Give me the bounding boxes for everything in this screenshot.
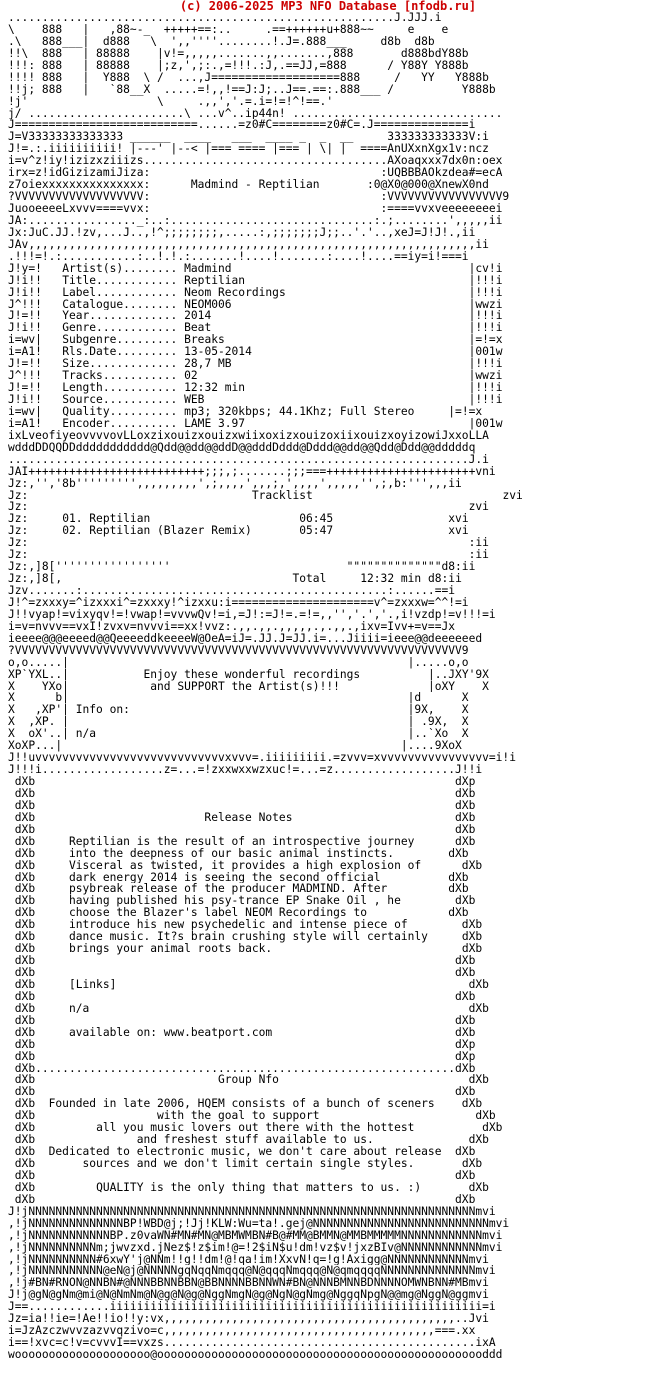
ascii-art-line: J!!vyap!=vixyqv!=!vwap!=vvvwQv!=i,=J!:=J!=.=!=,,'','.','.,i!vzdp!=v!!!=i — [8, 608, 496, 621]
notes-line: dXb dark energy 2014 is seeing the second official dXb — [8, 871, 469, 884]
ascii-art-line: J!!uvvvvvvvvvvvvvvvvvvvvvvvvvvvvxvvv=.iiiiiiiii.=zvvv=xvvvvvvvvvvvvvvvv=i!i — [8, 752, 516, 765]
encoder-label: Encoder.......... — [62, 417, 178, 430]
info-row: i=A1! Encoder.......... LAME 3.97 |001w — [8, 417, 503, 430]
info-row: i=wv| Quality.......... mp3; 320kbps; 44.1Khz; Full Stereo |=!=x — [8, 405, 483, 418]
notes-text: dance music. It?s brain crushing style will certainly — [68, 931, 428, 944]
group-text: Founded in late 2006, HQEM consists of a bunch of sceners — [48, 1098, 435, 1111]
info-row: i=A1! Rls.Date......... 13-05-2014 |001w — [8, 346, 503, 359]
notes-line: dXb choose the Blazer's label NEOM Recordings to dXb — [8, 907, 469, 920]
info-row: i=wv| Subgenre......... Breaks |=!=x — [8, 334, 503, 347]
notes-line: dXb having published his psy-trance EP Snake Oil , he dXb — [8, 895, 476, 908]
ascii-art-line: dXb dXp — [8, 1038, 476, 1051]
group-nfo-heading: Group Nfo — [217, 1074, 279, 1087]
ascii-art-line: ....................................................................J.i — [8, 453, 489, 466]
ascii-art-line: !!!! 888 | Y888 \ / ...,J===================888 / YY Y888b — [8, 71, 489, 84]
group-text: with the goal to support — [157, 1110, 320, 1123]
ascii-art-line: dXb dXb — [8, 967, 476, 979]
group-text: Dedicated to electronic music, we don't care about release — [48, 1146, 442, 1158]
ascii-art-line: dXb dXb — [8, 799, 476, 812]
total-row: Jz:,]8[, Total 12:32 min d8:ii — [8, 573, 462, 585]
info-on-label: Info on: — [75, 704, 130, 717]
notes-text: into the deepness of our basic animal instincts. — [68, 847, 395, 860]
info-row: J!y=! Artist(s)........ Madmind |cv!i — [8, 262, 503, 275]
ascii-art-line: .\ 888___| d888 \ ',,''''........!.J=.888___ d8b d8b — [8, 35, 435, 48]
support-line: XP`YXL..| Enjoy these wonderful recordings |..JXY'9X — [8, 668, 489, 681]
title-label: Title............ — [62, 274, 178, 287]
nfo-document — [8, 12, 523, 1361]
ascii-art-line: dXb dXb — [8, 990, 476, 1003]
ascii-art-line: Jzv.......:.............................................:......==i — [8, 585, 456, 597]
ascii-art-line: X ,XP. | | .9X, X — [8, 716, 469, 729]
size-value: 28,7 MB — [184, 358, 232, 371]
ascii-art-line: XoXP...| |....9XoX — [8, 740, 462, 753]
ascii-art-line: J!jNNNNNNNNNNNNNNNNNNNNNNNNNNNNNNNNNNNNNNNNNNNNNNNNNNNNNNNNNNNNNNNNNNmvi — [8, 1205, 496, 1218]
ascii-art-line: JuooeeeeLxvvv====vvx: :====vvxveeeeeeeei — [8, 203, 503, 215]
year-label: Year............. — [62, 310, 178, 323]
notes-text: Visceral as twisted, it provides a high explosion of — [68, 859, 422, 872]
info-row: J!i!! Source........... WEB |!!!i — [8, 394, 503, 406]
label-label: Label............ — [62, 286, 178, 299]
info-on-value-row: X oX'..| n/a |..`Xo X — [8, 728, 469, 741]
info-row: J!=!! Year............. 2014 |!!!i — [8, 310, 503, 323]
tracks-value: 02 — [184, 370, 198, 383]
group-line: dXb Founded in late 2006, HQEM consists of a bunch of sceners dXb — [8, 1098, 483, 1111]
group-line: dXb with the goal to support dXb — [8, 1110, 496, 1123]
release-title: Madmind - Reptilian — [190, 179, 320, 192]
info-row: J^!!! Catalogue........ NEOM006 |wwzi — [8, 298, 503, 311]
track-02: 02. Reptilian (Blazer Remix) 05:47 — [62, 525, 334, 538]
notes-line: dXb psybreak release of the producer MADMIND. After dXb — [8, 883, 469, 896]
ascii-art-line: ?VVVVVVVVVVVVVVVVVVV: :VVVVVVVVVVVVVVVVV9 — [8, 191, 510, 203]
catalogue-value: NEOM006 — [184, 298, 232, 311]
ascii-art-line: .........................................................J.JJJ.i — [8, 12, 442, 24]
label-value: Neom Recordings — [184, 286, 286, 299]
ascii-art-line: ieeee@@@eeeed@@QeeeeddkeeeeW@OeA=iJ=.JJ.J=JJ.i=...Jiiii=ieee@@deeeeeed — [8, 632, 483, 645]
links-value: n/a — [68, 1002, 90, 1015]
ascii-art-line: dXb dXb — [8, 1169, 476, 1182]
info-row: J^!!! Tracks........... 02 |wwzi — [8, 370, 503, 383]
group-line: dXb and freshest stuff available to us. dXb — [8, 1134, 489, 1147]
ascii-art-line: ,!jNNNNNNNNNNN@eN@j@NNNNNgqNqqNmqqq@N@qqqNmqqq@N@qmqqqqNNNNNNNNNNNNNNmvi — [8, 1265, 496, 1278]
ascii-art-line: !j' \ .,,','.=.i=!=!^!==.' — [8, 95, 334, 108]
ascii-art-line: !!!: 888 | 88888 |;z,',;:.,=!!!.:J,.==JJ,=888 / Y88Y Y888b — [8, 59, 469, 72]
source-value: WEB — [184, 394, 205, 406]
notes-line: dXb brings your animal roots back. dXb — [8, 943, 483, 956]
ascii-art-line: dXb..............................................................dXb — [8, 1062, 476, 1075]
notes-text: choose the Blazer's label NEOM Recordings to — [68, 907, 367, 920]
ascii-art-line: i=v^z!iy!izizxziiizs....................................AXoaqxxx7dx0n:oex — [8, 155, 503, 168]
links-row: dXb [Links] dXb — [8, 978, 489, 991]
tracks-label: Tracks........... — [62, 370, 178, 383]
total-time: 12:32 min — [360, 573, 422, 585]
ascii-art-line: J!!!i..................z=...=!zxxwxxwzxuc!=...=z..................J!!i — [8, 764, 483, 776]
tracklist-heading: Tracklist — [251, 489, 313, 502]
info-row: J!i!! Genre............ Beat |!!!i — [8, 322, 503, 335]
ascii-art-line: \ 888 | ,88~-_ +++++==:.. .==++++++u+888~~ e e — [8, 23, 449, 36]
encoder-value: LAME 3.97 — [184, 417, 246, 430]
ascii-art-line: J!=.:.iiiiiiiiii! |---' |--< |=== ==== |=== | \| | ====AnUXxnXgx1v:ncz — [8, 143, 489, 156]
ascii-art-line: dXb dXb — [8, 823, 476, 836]
track-row: Jz: 01. Reptilian 06:45 xvi — [8, 513, 469, 526]
support-line: X YXo| and SUPPORT the Artist(s)!!! |oXY X — [8, 680, 489, 693]
rls-date-value: 13-05-2014 — [184, 346, 252, 359]
notes-heading-line: dXb Release Notes dXb — [8, 811, 476, 824]
group-line: dXb Dedicated to electronic music, we don't care about release dXb — [8, 1146, 476, 1158]
support-line-1: Enjoy these wonderful recordings — [143, 668, 361, 681]
ascii-art-line: woooooooooooooooooooo@ooooooooooooooooooooooooooooooooooooooooooooooooddd — [8, 1349, 503, 1361]
ascii-art-line: !!\ 888 | 88888 |v!=,,,,,.......,,.......,888 d888bdY88b — [8, 47, 469, 60]
ascii-art-line: Jx:JuC.JJ.!zv,...J..,!^;;;;;;;;,.....:,;;;;;;;J;;..'.'..,xeJ=J!J!.,ii — [8, 226, 476, 239]
notes-text: having published his psy-trance EP Snake Oil , he — [68, 895, 401, 908]
ascii-art-line: dXb dXb — [8, 1014, 476, 1027]
ascii-art-line: Jz:,]8[''''''''''''''''' """"""""""""""d8:ii — [8, 561, 476, 574]
ascii-art-line: wdddDDQQDDddddddddddd@Qdd@@dd@@ddD@@dddDddd@Dddd@@dd@@Qdd@Ddd@@dddddq — [8, 441, 476, 454]
ascii-art-line: J!^=zxxxy=^izxxxi^=zxxxy!^izxxu:i=====================v^=zxxxw=^^!=i — [8, 596, 469, 609]
info-row: J!=!! Length........... 12:32 min |!!!i — [8, 382, 503, 394]
notes-text: Reptilian is the result of an introspective journey — [68, 835, 415, 848]
ascii-art-line: JAI++++++++++++++++++++++++++;;;,;.......;;;===++++++++++++++++++++++vni — [8, 465, 496, 478]
links-label: [Links] — [68, 978, 117, 991]
notes-line: dXb Reptilian is the result of an introspective journey dXb — [8, 835, 476, 848]
genre-value: Beat — [184, 322, 212, 335]
site-header: (c) 2006-2025 MP3 NFO Database [nfodb.ru] — [179, 0, 477, 13]
notes-text: introduce his new psychedelic and intense piece of — [68, 919, 408, 932]
ascii-art-line: JA:................_:..:..............................:.;........',,,,,ii — [8, 214, 503, 227]
ascii-art-line: ?VVVVVVVVVVVVVVVVVVVVVVVVVVVVVVVVVVVVVVVVVVVVVVVVVVVVVVVVVVVVVVVVVV9 — [8, 644, 469, 657]
length-value: 12:32 min — [184, 382, 246, 394]
ascii-art-line: ixLveofiyeovvvvovLLoxzixouizxouizxwiixoxizxouizoxiixouizxoyizowiJxxoLLA — [8, 429, 489, 442]
ascii-art-line: dXb dXb — [8, 1193, 476, 1206]
tracklist-heading-line: Jz: Tracklist zvi — [8, 489, 523, 502]
notes-line: dXb Visceral as twisted, it provides a high explosion of dXb — [8, 859, 483, 872]
group-line: dXb all you music lovers out there with the hottest dXb — [8, 1122, 503, 1135]
group-heading-line: dXb Group Nfo dXb — [8, 1074, 489, 1087]
ascii-art-line: J!j@gN@gNm@mi@N@NmNm@N@g@N@g@NggNmgN@g@NgN@gNmg@NggqNpgN@@mg@NggN@ggmvi — [8, 1289, 489, 1302]
ascii-art-line: ,!jNNNNNNNNNNNNBP.z0vaWN#MN#MN@MBMWMBN#B@#MM@BMMN@MMBMMMMMNNNNNNNNNNNNmvi — [8, 1229, 503, 1242]
catalogue-label: Catalogue........ — [62, 298, 178, 311]
subgenre-value: Breaks — [184, 334, 225, 347]
ascii-art-line: !!j; 888 | `88__X .....=!,,!==J:J;..J==.==:.888___ / Y888b — [8, 83, 496, 96]
ascii-art-line: irx=z!idGizizamiJiza: :UQBBBAOkzdea#=ecA — [8, 167, 503, 180]
subgenre-label: Subgenre......... — [62, 334, 178, 347]
ascii-art-line: ,!jNNNNNNNNNN#6xwY'j@NNm!!g!!dm!@!qa!im!XxvN!q=!g!Axigg@NNNNNNNNNNNNmvi — [8, 1253, 489, 1266]
notes-line: dXb dance music. It?s brain crushing style will certainly dXb — [8, 931, 483, 944]
group-text: and freshest stuff available to us. — [136, 1134, 374, 1147]
ascii-art-line: ,!jNNNNNNNNNNm;jwvzxd.jNez$!z$im!@=!2$iN$u!dm!vz$v!jxzBIv@NNNNNNNNNNNNmvi — [8, 1241, 503, 1254]
links-value-row: dXb n/a dXb — [8, 1002, 489, 1015]
group-line: dXb sources and we don't limit certain single styles. dXb — [8, 1158, 483, 1170]
rls-date-label: Rls.Date......... — [62, 346, 178, 359]
release-notes-heading: Release Notes — [204, 811, 293, 824]
quality-label: Quality.......... — [62, 405, 178, 418]
ascii-art-line: dXb dXp — [8, 776, 476, 788]
info-row: J!i!! Title............ Reptilian |!!!i — [8, 274, 503, 287]
ascii-art-line: j/ .......................\ ...v^..ip44n! ............................... — [8, 107, 503, 120]
ascii-art-line: i=v=nvvv==vxI!zvxv=nvvvi==xx!vvz:.,,.,,.,,,,,.,.,,.,ixv=Ivv+=v==Jx — [8, 620, 456, 633]
ascii-art-line: JAv,,,,,,,,,,,,,,,,,,,,,,,,,,,,,,,,,,,,,,,,,,,,,,,,,,,,,,,,,,,,,,,,,,ii — [8, 238, 489, 251]
ascii-art-line: Jz: :ii — [8, 549, 489, 562]
ascii-art-line: X b| |d X — [8, 692, 469, 705]
info-row: J!=!! Size............. 28,7 MB |!!!i — [8, 358, 503, 371]
notes-text: dark energy 2014 is seeing the second official — [68, 871, 381, 884]
group-motto: QUALITY is the only thing that matters to us. :) — [96, 1181, 422, 1194]
ascii-art-line: o,o.....| |.....o,o — [8, 656, 469, 669]
track-row: Jz: 02. Reptilian (Blazer Remix) 05:47 xvi — [8, 525, 469, 538]
track-01: 01. Reptilian 06:45 — [62, 513, 334, 526]
info-row: J!i!! Label............ Neom Recordings |!!!i — [8, 286, 503, 299]
genre-label: Genre............ — [62, 322, 178, 335]
notes-line: dXb introduce his new psychedelic and intense piece of dXb — [8, 919, 483, 932]
notes-line: dXb into the deepness of our basic animal instincts. dXb — [8, 847, 469, 860]
ascii-art-line: z7oiexxxxxxxxxxxxxxx: Madmind - Reptilian :0@X0@000@XnewX0nd — [8, 179, 489, 192]
ascii-art-line: i==!xvc=c!v=cvvvI==vxzs..............................................ixA — [8, 1337, 496, 1349]
ascii-art-line: J===========================......=z0#C========z0#C=.J==============i — [8, 119, 476, 132]
ascii-art-line: Jz:,'','8b''''''''',,,,,,,,,',;,,,,',,,;,',,,,',,,,,'',;,b:''',,,ii — [8, 477, 462, 490]
artist-label: Artist(s)........ — [62, 262, 178, 275]
ascii-art-line: .!!!=!.:...........:..!.!.:.......!....!.......:....!....==iy=i!===i — [8, 250, 469, 263]
info-on-row: X ,XP'| Info on: |9X, X — [8, 704, 469, 717]
ascii-art-line: i=JzAzczwvvzazvvqzivo=c,,,,,,,,,,,,,,,,,,,,,,,,,,,,,,,,,,,,,,,,===.xx — [8, 1325, 476, 1338]
length-label: Length........... — [62, 382, 178, 394]
group-text: all you music lovers out there with the hottest — [96, 1122, 415, 1135]
ascii-art-line: dXb dXb — [8, 787, 476, 800]
support-line-2: and SUPPORT the Artist(s)!!! — [150, 680, 340, 693]
notes-text: psybreak release of the producer MADMIND. After — [68, 883, 388, 896]
group-motto-line: dXb QUALITY is the only thing that matters to us. :) dXb — [8, 1181, 489, 1194]
ascii-art-line: Jz=ia!!ie=!Ae!!io!!y:vx,,,,,,,,,,,,,,,,,,,,,,,,,,,,,,,,,,,,,,,,,,,..Jvi — [8, 1313, 489, 1326]
source-label: Source........... — [62, 394, 178, 406]
ascii-art-line: dXb dXb — [8, 1086, 476, 1099]
ascii-art-line: J=V33333333333333 ______ ____ ___ ____ _ _ __ 333333333333V:i — [8, 131, 489, 144]
available-on: available on: www.beatport.com — [68, 1026, 273, 1039]
year-value: 2014 — [184, 310, 212, 323]
available-row: dXb available on: www.beatport.com dXb — [8, 1026, 476, 1039]
ascii-art-line: dXb dXp — [8, 1050, 476, 1063]
ascii-art-line: ,!j#BN#RNON@NNBN#@NNNBBNNBBN@BBNNNNBBNNWN#BN@NNNBMNNBDNNNNOMWNBNN#MBmvi — [8, 1277, 489, 1290]
info-on-value: n/a — [75, 728, 97, 741]
notes-text: brings your animal roots back. — [68, 943, 273, 956]
group-text: sources and we don't limit certain single styles. — [82, 1158, 415, 1170]
ascii-art-line: Jz: :ii — [8, 537, 489, 550]
ascii-art-line: ,!jNNNNNNNNNNNNNNBP!WBD@j;!Jj!KLW:Wu=ta!.gej@NNNNNNNNNNNNNNNNNNNNNNNNNNmvi — [8, 1217, 510, 1230]
quality-value: mp3; 320kbps; 44.1Khz; Full Stereo — [184, 405, 415, 418]
artist-value: Madmind — [184, 262, 232, 275]
ascii-art-line: Jz: zvi — [8, 501, 489, 514]
total-label: Total — [292, 573, 327, 585]
ascii-art-line: J==............iiiiiiiiiiiiiiiiiiiiiiiiiiiiiiiiiiiiiiiiiiiiiiiiiiiiiii=i — [8, 1301, 496, 1314]
title-value: Reptilian — [184, 274, 246, 287]
ascii-art-line: dXb dXb — [8, 955, 476, 967]
size-label: Size............. — [62, 358, 178, 371]
